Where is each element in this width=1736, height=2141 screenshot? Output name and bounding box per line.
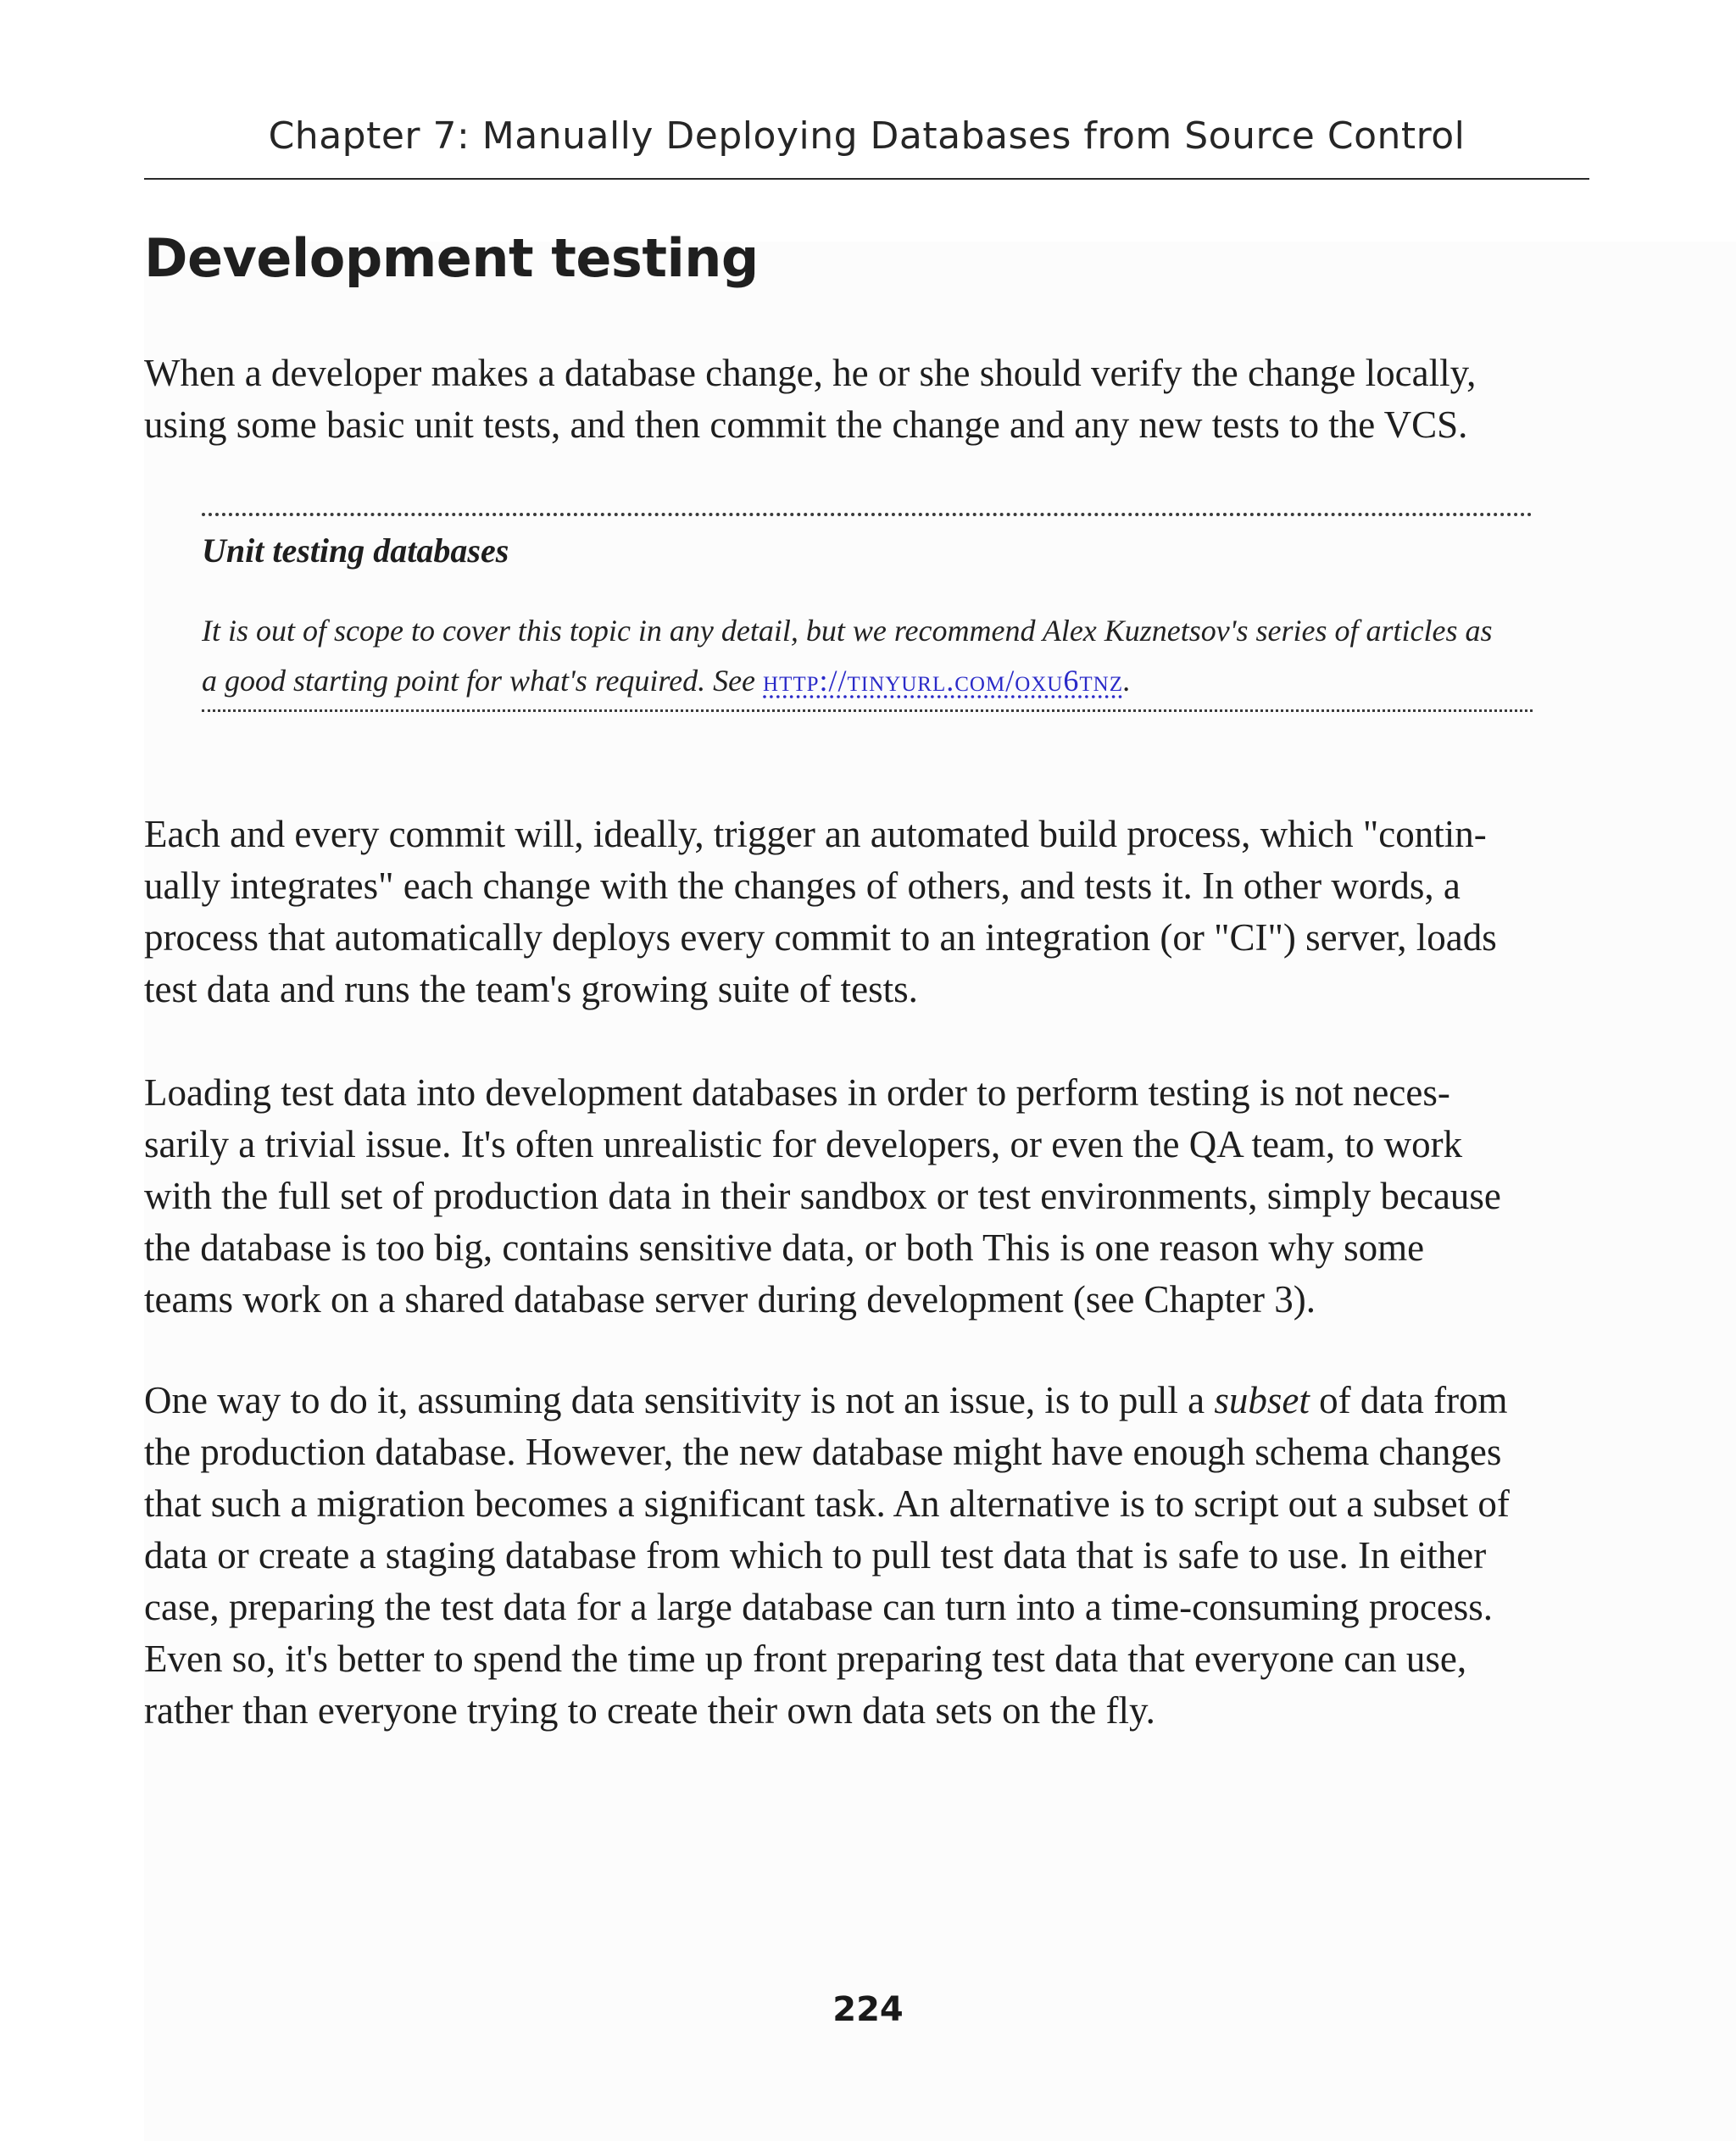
paragraph-line: rather than everyone trying to create their own data sets on the fly. bbox=[144, 1689, 1155, 1732]
page-number: 224 bbox=[832, 1990, 904, 2029]
paragraph-line: When a developer makes a database change, he or she should verify the change locally, bbox=[144, 352, 1477, 394]
paragraph-text: of data from bbox=[1309, 1379, 1508, 1421]
paragraph-continuous-integration bbox=[144, 809, 1589, 1015]
sidebar-note-body bbox=[202, 606, 1533, 706]
section-heading: Development testing bbox=[144, 227, 759, 289]
paragraph-intro bbox=[144, 348, 1589, 451]
paragraph-text: One way to do it, assuming data sensitivity is not an issue, is to pull a bbox=[144, 1379, 1215, 1421]
paragraph-line: Loading test data into development databases in order to perform testing is not neces- bbox=[144, 1071, 1450, 1114]
paragraph-line: case, preparing the test data for a large database can turn into a time-consuming process. bbox=[144, 1586, 1494, 1628]
paragraph-line: the database is too big, contains sensitive data, or both This is one reason why some bbox=[144, 1226, 1425, 1269]
tinyurl-link[interactable]: http://tinyurl.com/oxu6tnz bbox=[763, 664, 1123, 698]
paragraph-line: Each and every commit will, ideally, trigger an automated build process, which "contin- bbox=[144, 813, 1487, 855]
running-header bbox=[144, 110, 1589, 180]
paragraph-line: sarily a trivial issue. It's often unrealistic for developers, or even the QA team, to work bbox=[144, 1123, 1463, 1165]
paragraph-line: process that automatically deploys every commit to an integration (or "CI") server, loads bbox=[144, 916, 1497, 959]
paragraph-line: using some basic unit tests, and then commit the change and any new tests to the VCS. bbox=[144, 403, 1468, 446]
paragraph-line: data or create a staging database from which to pull test data that is safe to use. In either bbox=[144, 1534, 1487, 1577]
emphasis-subset: subset bbox=[1214, 1379, 1310, 1421]
sidebar-note-title: Unit testing databases bbox=[202, 531, 509, 570]
dotted-rule-top bbox=[202, 513, 1533, 516]
paragraph-line: Even so, it's better to spend the time up front preparing test data that everyone can use, bbox=[144, 1638, 1467, 1680]
sidebar-note bbox=[202, 504, 1533, 716]
paragraph-line: test data and runs the team's growing suite of tests. bbox=[144, 968, 918, 1010]
sidebar-note-text: a good starting point for what's required. See bbox=[202, 664, 764, 698]
sidebar-note-text: . bbox=[1122, 664, 1131, 698]
paragraph-line: the production database. However, the new database might have enough schema changes bbox=[144, 1431, 1502, 1473]
sidebar-note-line: It is out of scope to cover this topic in any detail, but we recommend Alex Kuznetsov's series of articles as bbox=[202, 614, 1493, 648]
paragraph-line: with the full set of production data in their sandbox or test environments, simply because bbox=[144, 1175, 1501, 1217]
dotted-rule-bottom bbox=[202, 709, 1533, 712]
paragraph-line: teams work on a shared database server during development (see Chapter 3). bbox=[144, 1278, 1316, 1321]
sidebar-note-line bbox=[202, 656, 1533, 706]
paragraph-data-subset bbox=[144, 1375, 1589, 1737]
paragraph-line: ually integrates" each change with the changes of others, and tests it. In other words, a bbox=[144, 865, 1461, 907]
paragraph-line bbox=[144, 1375, 1589, 1426]
running-header-title: Chapter 7: Manually Deploying Databases from Source Control bbox=[268, 114, 1466, 158]
paragraph-test-data bbox=[144, 1067, 1589, 1326]
paragraph-line: that such a migration becomes a significant task. An alternative is to script out a subset of bbox=[144, 1482, 1510, 1525]
